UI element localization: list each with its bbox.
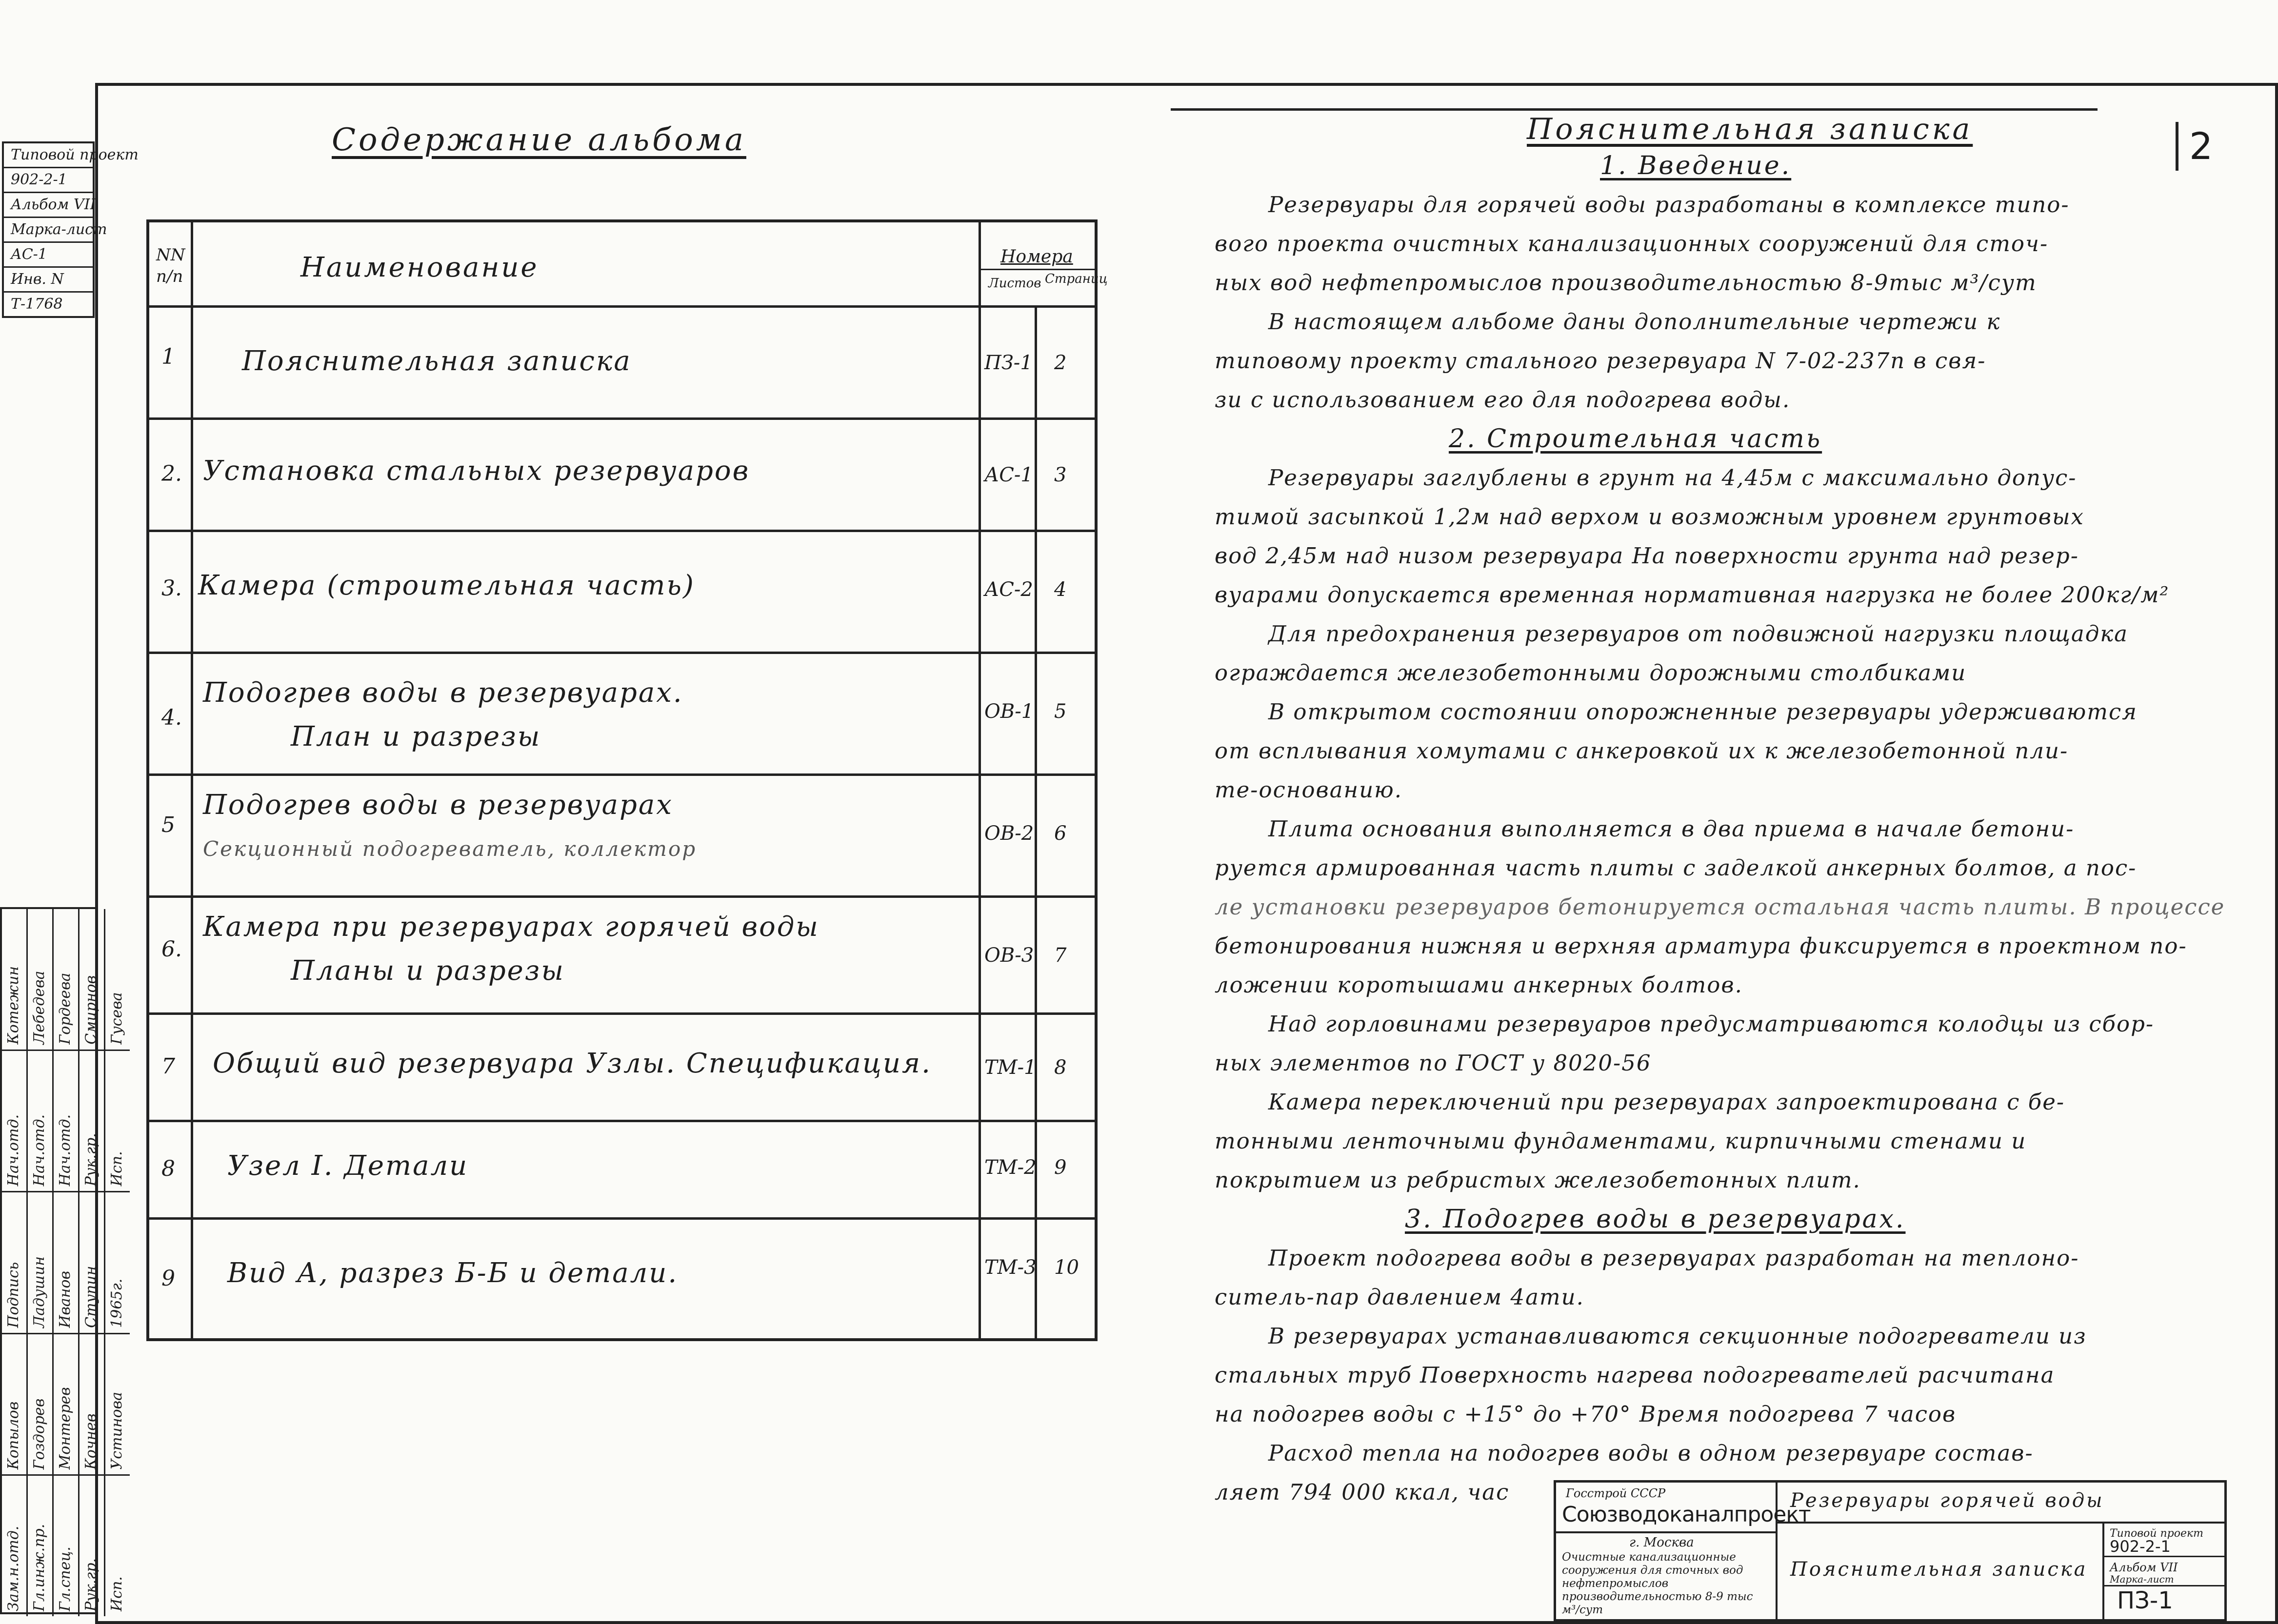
note-line: бетонирования нижняя и верхняя арматура фиксируется в проектном по- [1215,933,2187,959]
signature-row [2,909,28,1616]
note-line: типовому проекту стального резервуара N 7-02-237п в свя- [1215,348,1986,374]
mark-code: ПЗ-1 [2117,1587,2173,1614]
note-line: на подогрев воды с +15° до +70° Время подогрева 7 часов [1215,1401,1957,1427]
signature-row [80,909,105,1616]
sheet-title: Пояснительная записка [1790,1558,2088,1581]
row-number: 8 [161,1156,175,1181]
signature-cell: 1965г. [105,1191,130,1333]
row-code: ПЗ-1 [984,352,1033,374]
row-number: 5 [161,812,175,837]
signature-cell: Гл.инж.пр. [28,1474,52,1616]
row-number: 3. [161,576,182,601]
header-nn: NN п/п [156,245,185,286]
signature-row [28,909,54,1616]
stamp-line: Типовой проект [4,143,93,168]
mark-label: Марка-лист [2110,1573,2174,1585]
section-heading: 3. Подогрев воды в резервуарах. [1405,1205,1906,1234]
note-line: те-основанию. [1215,777,1403,803]
signature-cell: Исп. [105,1474,130,1616]
signature-cell: Рук.гр. [80,1050,104,1191]
signature-cell: Нач.отд. [2,1050,26,1191]
note-line: вуарами допускается временная нормативная нагрузка не более 200кг/м² [1215,582,2170,608]
note-line: покрытием из ребристых железобетонных плит. [1215,1167,1861,1193]
stamp-line: Альбом VII [4,193,93,218]
signature-cell: Гл.спец. [54,1474,78,1616]
signature-cell: Кочнев [80,1333,104,1475]
note-line: Камера переключений при резервуарах запроектирована с бе- [1268,1089,2065,1115]
signature-row [54,909,80,1616]
signature-cell: Гордеева [57,972,74,1045]
note-line: Резервуары для горячей воды разработаны в комплексе типо- [1268,192,2070,218]
signature-cell: Нач.отд. [28,1050,52,1191]
row-number: 2. [161,461,182,486]
row-name-line: Подогрев воды в резервуарах. [203,677,683,709]
row-name [198,564,695,608]
header-pages: Страниц [1045,272,1108,286]
row-sheet: 5 [1054,700,1067,723]
note-line: ных вод нефтепромыслов производительностью 8-9тыс м³/сут [1215,270,2037,296]
row-name-line: Вид А, разрез Б-Б и детали. [227,1257,679,1289]
signature-cell: Лебедева [31,970,48,1045]
row-code: ТМ-3 [984,1256,1037,1279]
note-line: В открытом состоянии опорожненные резервуары удерживаются [1268,699,2138,725]
note-line: Плита основания выполняется в два приема в начале бетони- [1268,816,2075,842]
row-sheet: 10 [1054,1256,1079,1279]
signature-cell: Зам.н.отд. [2,1474,26,1616]
note-line: вод 2,45м над низом резервуара На поверхности грунта над резер- [1215,543,2079,569]
header-name: Наименование [300,252,539,283]
stamp-line: АС-1 [4,243,93,268]
note-line: Для предохранения резервуаров от подвижной нагрузки площадка [1268,621,2128,647]
row-name-line: Узел I. Детали [227,1150,469,1182]
signature-cell: Рук.гр. [80,1474,104,1616]
row-name-line: Секционный подогреватель, коллектор [203,837,697,861]
album-label: Альбом VII [2110,1561,2178,1574]
note-line: ле установки резервуаров бетонируется остальная часть плиты. В процессе [1215,894,2225,920]
signature-row [105,909,130,1616]
note-line: Проект подогрева воды в резервуарах разработан на теплоно- [1268,1245,2079,1271]
note-title: Пояснительная записка [1527,112,1973,146]
section-heading: 2. Строительная часть [1449,424,1822,454]
note-line: ных элементов по ГОСТ у 8020-56 [1215,1050,1652,1076]
note-line: тимой засыпкой 1,2м над верхом и возможным уровнем грунтовых [1215,504,2084,530]
org-ministry: Госстрой СССР [1566,1486,1666,1500]
explanatory-note [1215,146,2225,1512]
row-name [203,905,819,993]
row-name-line: Подогрев воды в резервуарах [203,789,673,821]
note-line: ситель-пар давлением 4ати. [1215,1284,1584,1310]
row-code: ТМ-1 [984,1056,1037,1079]
note-line: стальных труб Поверхность нагрева подогревателей расчитана [1215,1362,2055,1388]
stamp-line: Инв. N [4,268,93,293]
note-line: зи с использованием его для подогрева воды. [1215,387,1791,413]
note-line: В настоящем альбоме даны дополнительные чертежи к [1268,309,2001,335]
signature-cell: Исп. [105,1050,130,1191]
note-line: руется армированная часть плиты с заделкой анкерных болтов, а пос- [1215,855,2137,881]
stamp-line: Марка-лист [4,218,93,243]
note-line: В резервуарах устанавливаются секционные подогреватели из [1268,1323,2087,1349]
row-name-line: Планы и разрезы [291,955,565,987]
row-code: АС-2 [984,578,1033,601]
row-sheet: 9 [1054,1156,1067,1179]
org-name: Союзводоканалпроект [1562,1502,1811,1527]
typical-project-number: 902-2-1 [2110,1537,2171,1556]
row-name [203,783,697,871]
signature-cell: Гоздорев [28,1333,52,1475]
row-name-line: Камера (строительная часть) [198,570,695,601]
header-numbers: Номера [1000,247,1073,267]
row-code: ОВ-2 [984,822,1034,845]
signature-cell: Копылов [2,1333,26,1475]
row-name [227,1144,468,1188]
signature-cell: Подпись [2,1191,26,1333]
row-sheet: 2 [1054,352,1067,374]
row-name [227,1251,678,1295]
header-sheets: Листов [988,276,1041,291]
signature-cell: Иванов [54,1191,78,1333]
typical-project-label: Типовой проект [2110,1527,2203,1540]
row-sheet: 6 [1054,822,1067,845]
row-sheet: 4 [1054,578,1067,601]
signature-cell: Ступин [80,1191,104,1333]
signature-cell: Ладушин [28,1191,52,1333]
subject-title: Резервуары горячей воды [1790,1489,2104,1512]
row-name-line: Камера при резервуарах горячей воды [203,911,819,943]
note-line: Резервуары заглублены в грунт на 4,45м с максимально допус- [1268,465,2077,491]
signature-cell: Смирнов [82,975,100,1045]
signature-cell: Нач.отд. [54,1050,78,1191]
row-sheet: 3 [1054,464,1067,486]
signature-cell: Монтерев [54,1333,78,1475]
note-line: ложении коротышами анкерных болтов. [1215,972,1743,998]
row-code: ОВ-1 [984,700,1034,723]
row-name-line: Пояснительная записка [242,345,632,377]
row-number: 4. [161,705,182,730]
note-line: Над горловинами резервуаров предусматриваются колодцы из сбор- [1268,1011,2155,1037]
row-name [203,671,683,759]
title-block [1554,1480,2227,1622]
row-sheet: 7 [1054,944,1067,967]
note-line: ограждается железобетонными дорожными столбиками [1215,660,1967,686]
signature-cell: Устинова [105,1333,130,1475]
project-description: Очистные канализационные сооружения для сточных вод нефтепромыслов производительностью 8-9 тыс м³/сут [1562,1551,1753,1616]
note-line: от всплывания хомутами с анкеровкой их к железобетонной пли- [1215,738,2069,764]
row-code: ТМ-2 [984,1156,1037,1179]
album-contents-title: Содержание альбома [332,122,746,158]
signature-cell: Котежин [5,966,22,1045]
note-line: тонными ленточными фундаментами, кирпичными стенами и [1215,1128,2027,1154]
row-name-line: Общий вид резервуара Узлы. Спецификация. [213,1048,932,1079]
row-number: 9 [161,1266,175,1291]
row-code: ОВ-3 [984,944,1034,967]
margin-stamp [2,141,139,318]
row-name-line: План и разрезы [291,721,541,753]
section-heading: 1. Введение. [1600,151,1792,180]
row-name [203,449,750,493]
row-number: 6. [161,937,182,962]
row-name-line: Установка стальных резервуаров [203,455,750,487]
signature-strip [0,907,125,1614]
note-line: ляет 794 000 ккал, час [1215,1479,1510,1505]
row-code: АС-1 [984,464,1033,486]
stamp-line: 902-2-1 [4,168,93,193]
note-line: вого проекта очистных канализационных сооружений для сточ- [1215,231,2049,257]
top-rule [1171,108,2098,111]
row-sheet: 8 [1054,1056,1067,1079]
org-city: г. Москва [1629,1535,1694,1550]
row-name [242,339,632,383]
note-line: Расход тепла на подогрев воды в одном резервуаре состав- [1268,1440,2034,1466]
row-number: 1 [161,344,175,369]
signature-cell: Гусева [108,992,125,1045]
row-name [213,1042,932,1086]
stamp-line: Т-1768 [11,296,63,313]
row-number: 7 [161,1054,175,1079]
page-number: 2 [2176,122,2224,171]
contents-table [146,219,1108,1341]
